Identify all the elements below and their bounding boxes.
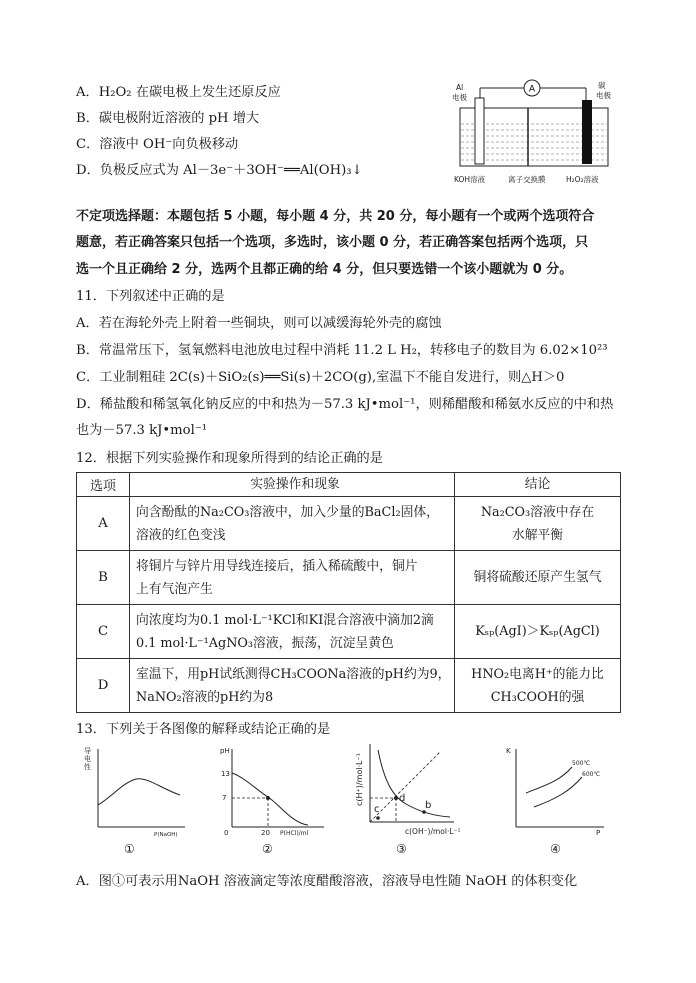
row-conclusion: Kₛₚ(AgI)＞Kₛₚ(AgCl) xyxy=(455,605,621,659)
q10-option-d: D．负极反应式为 Al－3e⁻＋3OH⁻══Al(OH)₃↓ xyxy=(76,163,363,178)
svg-text:c: c xyxy=(374,804,380,815)
svg-text:H₂O₂溶液: H₂O₂溶液 xyxy=(566,175,599,184)
svg-text:性: 性 xyxy=(84,763,91,771)
q11-option-c: C．工业制粗硅 2C(s)＋SiO₂(s)══Si(s)＋2CO(g),室温下不能自发进行，则△H＞0 xyxy=(76,370,565,385)
svg-text:c(H⁺)/mol·L⁻¹: c(H⁺)/mol·L⁻¹ xyxy=(355,753,364,806)
graph-3 xyxy=(350,740,490,838)
table-row xyxy=(77,605,621,659)
svg-text:P(NaOH): P(NaOH) xyxy=(154,832,178,837)
curve-600 xyxy=(534,777,582,807)
svg-text:d: d xyxy=(399,793,406,804)
svg-text:P(HCl)/ml: P(HCl)/ml xyxy=(280,830,309,837)
svg-text:20: 20 xyxy=(261,829,270,837)
row-option: D xyxy=(77,659,130,713)
row-conclusion: 铜将硫酸还原产生氢气 xyxy=(455,551,621,605)
table-row xyxy=(77,659,621,713)
q10-option-b: B．碳电极附近溶液的 pH 增大 xyxy=(76,111,260,126)
table-row xyxy=(77,551,621,605)
svg-text:13: 13 xyxy=(221,770,230,778)
table-row xyxy=(77,497,621,551)
svg-text:碳: 碳 xyxy=(598,81,606,90)
ph-curve xyxy=(232,773,308,825)
carbon-electrode xyxy=(582,100,592,164)
svg-text:7: 7 xyxy=(222,794,227,802)
q11-option-a: A．若在海轮外壳上附着一些铜块，则可以减缓海轮外壳的腐蚀 xyxy=(76,316,442,331)
svg-text:电极: 电极 xyxy=(452,93,467,102)
row-option: C xyxy=(77,605,130,659)
graph-2 xyxy=(218,745,330,837)
q10-option-a: A．H₂O₂ 在碳电极上发生还原反应 xyxy=(76,85,281,100)
q11-option-d-line1: D．稀盐酸和稀氢氧化钠反应的中和热为－57.3 kJ•mol⁻¹，则稀醋酸和稀氨水反应的中和热 xyxy=(76,397,614,412)
row-option: A xyxy=(77,497,130,551)
curve-500 xyxy=(526,767,572,793)
q12-table xyxy=(76,472,621,713)
svg-text:离子交换膜: 离子交换膜 xyxy=(508,175,546,184)
row-operation: 室温下，用pH试纸测得CH₃COONa溶液的pH约为9， NaNO₂溶液的pH约为8 xyxy=(130,659,455,713)
q11-stem: 11．下列叙述中正确的是 xyxy=(76,289,225,304)
kw-curve xyxy=(378,750,450,817)
q11-option-b: B．常温常压下，氢氧燃料电池放电过程中消耗 11.2 L H₂，转移电子的数目为 6.02×10²³ xyxy=(76,343,608,358)
svg-text:500℃: 500℃ xyxy=(572,760,591,767)
graph-3-number: ③ xyxy=(396,842,407,856)
table-header-row xyxy=(77,473,621,497)
q11-option-d-line2: 也为－57.3 kJ•mol⁻¹ xyxy=(76,423,208,438)
graph-1-number: ① xyxy=(124,842,135,856)
svg-text:KOH溶液: KOH溶液 xyxy=(454,175,486,184)
section-instructions-3: 选一个且正确给 2 分，选两个且都正确的给 4 分，但只要选错一个该小题就为 0 分。 xyxy=(76,262,573,277)
section-instructions-1: 不定项选择题：本题包括 5 小题，每小题 4 分，共 20 分，每小题有一个或两个选项符合 xyxy=(76,209,595,224)
svg-text:pH: pH xyxy=(220,747,230,755)
graph-1 xyxy=(80,745,190,837)
svg-text:0: 0 xyxy=(224,829,229,837)
q12-stem: 12．根据下列实验操作和现象所得到的结论正确的是 xyxy=(76,451,383,466)
meter-label: A xyxy=(528,84,536,95)
header-operation: 实验操作和现象 xyxy=(130,473,455,497)
svg-text:Al: Al xyxy=(456,83,464,92)
svg-text:600℃: 600℃ xyxy=(582,771,601,778)
svg-text:b: b xyxy=(425,800,432,811)
battery-diagram xyxy=(446,78,618,190)
svg-text:P: P xyxy=(596,829,601,837)
row-operation: 将铜片与锌片用导线连接后，插入稀硫酸中，铜片 上有气泡产生 xyxy=(130,551,455,605)
row-conclusion: Na₂CO₃溶液中存在 水解平衡 xyxy=(455,497,621,551)
header-conclusion: 结论 xyxy=(455,473,621,497)
q13-stem: 13．下列关于各图像的解释或结论正确的是 xyxy=(76,722,331,737)
graph-4 xyxy=(500,745,610,837)
conductivity-curve xyxy=(98,779,180,805)
svg-text:导: 导 xyxy=(84,747,91,755)
q13-option-a: A．图①可表示用NaOH 溶液滴定等浓度醋酸溶液，溶液导电性随 NaOH 的体积变化 xyxy=(76,874,578,889)
row-operation: 向浓度均为0.1 mol·L⁻¹KCl和KI混合溶液中滴加2滴 0.1 mol·L⁻¹AgNO₃溶液，振荡，沉淀呈黄色 xyxy=(130,605,455,659)
svg-text:电: 电 xyxy=(84,755,91,763)
section-instructions-2: 题意，若正确答案只包括一个选项，多选时，该小题 0 分，若正确答案包括两个选项，只 xyxy=(76,235,589,250)
svg-text:c(OH⁻)/mol·L⁻¹: c(OH⁻)/mol·L⁻¹ xyxy=(405,827,461,836)
row-option: B xyxy=(77,551,130,605)
header-option: 选项 xyxy=(77,473,130,497)
q10-option-c: C．溶液中 OH⁻向负极移动 xyxy=(76,137,239,152)
al-electrode xyxy=(475,98,484,164)
graph-4-number: ④ xyxy=(550,842,561,856)
row-operation: 向含酚酞的Na₂CO₃溶液中，加入少量的BaCl₂固体， 溶液的红色变浅 xyxy=(130,497,455,551)
svg-text:电极: 电极 xyxy=(596,91,611,100)
graph-2-number: ② xyxy=(262,842,273,856)
row-conclusion: HNO₂电离H⁺的能力比 CH₃COOH的强 xyxy=(455,659,621,713)
svg-text:K: K xyxy=(506,747,511,755)
